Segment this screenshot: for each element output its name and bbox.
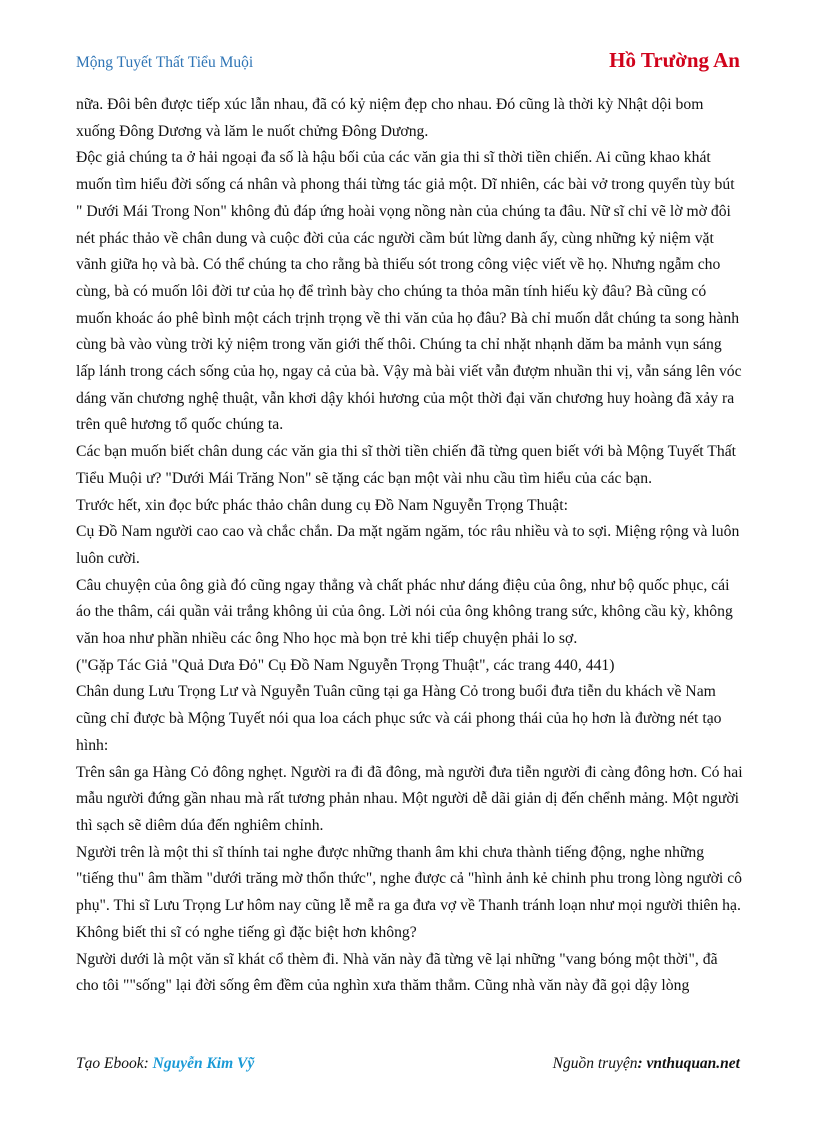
- source-credit: [553, 1055, 740, 1073]
- paragraph: Chân dung Lưu Trọng Lư và Nguyễn Tuân cũng tại ga Hàng Cỏ trong buổi đưa tiễn du khách về Nam cũng chỉ được bà Mộng Tuyết nói qua loa cách phục sức và cái phong thái của họ hơn là đường nét tạo hình:: [76, 683, 722, 754]
- ebook-credit: [76, 1055, 254, 1073]
- ebook-label: Tạo Ebook: [76, 1055, 144, 1072]
- book-author: Hồ Trường An: [609, 48, 740, 72]
- paragraph: nữa. Đôi bên được tiếp xúc lẫn nhau, đã có kỷ niệm đẹp cho nhau. Đó cũng là thời kỳ Nhật dội bom xuống Đông Dương và lăm le nuốt chửng Đông Dương.: [76, 96, 704, 140]
- book-title: Mộng Tuyết Thất Tiểu Muội: [76, 54, 254, 71]
- paragraph: Trước hết, xin đọc bức phác thảo chân dung cụ Đồ Nam Nguyễn Trọng Thuật:: [76, 496, 568, 514]
- ebook-separator: :: [143, 1055, 153, 1072]
- paragraph: Cụ Đồ Nam người cao cao và chắc chắn. Da mặt ngăm ngăm, tóc râu nhiều và to sợi. Miệng rộng và luôn luôn cười.: [76, 523, 740, 567]
- paragraph: Trên sân ga Hàng Cỏ đông nghẹt. Người ra đi đã đông, mà người đưa tiễn người đi càng đông hơn. Có hai mẫu người đứng gần nhau mà rất tương phản nhau. Một người dễ dãi giản dị đến chểnh mảng. Một người thì sạch sẽ diêm dúa đến nghiêm chỉnh.: [76, 763, 743, 834]
- source-label: Nguồn truyện: [552, 1055, 638, 1072]
- page-header: [76, 48, 740, 76]
- paragraph: Câu chuyện của ông già đó cũng ngay thẳng và chất phác như dáng điệu của ông, như bộ quốc phục, cái áo the thâm, cái quần vải trắng không ủi của ông. Lời nói của ông không trang sức, không cầu kỳ, không văn hoa như phần nhiều các ông Nho học mà bọn trẻ khi tiếp chuyện phải lo sợ.: [76, 576, 733, 648]
- page-footer: [76, 1055, 740, 1077]
- body-text: [76, 92, 744, 1000]
- citation: ("Gặp Tác Giả "Quả Dưa Đỏ" Cụ Đồ Nam Nguyễn Trọng Thuật", các trang 440, 441): [76, 656, 615, 674]
- source-separator: :: [637, 1055, 647, 1072]
- paragraph: Các bạn muốn biết chân dung các văn gia thi sĩ thời tiền chiến đã từng quen biết với bà Mộng Tuyết Thất Tiểu Muội ư? "Dưới Mái Trăng Non" sẽ tặng các bạn một vài nhu cầu tìm hiểu của các bạn.: [76, 443, 737, 487]
- source-site[interactable]: vnthuquan.net: [646, 1055, 740, 1072]
- paragraph: Người trên là một thi sĩ thính tai nghe được những thanh âm khi chưa thành tiếng động, nghe những "tiếng thu" âm thầm "dưới trăng mờ thổn thức", nghe được cả "hình ảnh kẻ chinh phu trong lòng người cô phụ". Thi sĩ Lưu Trọng Lư hôm nay cũng lễ mễ ra ga đưa vợ về Thanh tránh loạn như mọi người thiên hạ. Không biết thi sĩ có nghe tiếng gì đặc biệt hơn không?: [76, 843, 743, 941]
- paragraph: Độc giả chúng ta ở hải ngoại đa số là hậu bối của các văn gia thi sĩ thời tiền chiến. Ai cũng khao khát muốn tìm hiểu đời sống cá nhân và phong thái từng tác giả một. Dĩ nhiên, các bài vở trong quyển tùy bút " Dưới Mái Trong Non" không đủ đáp ứng hoài vọng nồng nàn của chúng ta đâu. Nữ sĩ chỉ vẽ lờ mờ đôi nét phác thảo về chân dung và cuộc đời của các người cầm bút lừng danh ấy, cùng những kỷ niệm vặt vãnh giữa họ và bà. Có thể chúng ta cho rằng bà thiếu sót trong công việc viết về họ. Nhưng ngẫm cho cùng, bà có muốn lôi đời tư của họ để trình bày cho chúng ta thỏa mãn tính hiếu kỳ đâu? Bà cũng có muốn khoác áo phê bình một cách trịnh trọng về thi văn của họ đâu? Bà chỉ muốn dắt chúng ta song hành cùng bà vào vùng trời kỷ niệm trong văn giới thế thôi. Chúng ta chỉ nhặt nhạnh dăm ba mảnh vụn sáng lấp lánh trong cách sống của họ, ngay cả của bà. Vậy mà bài viết vẫn đượm nhuần thi vị, vẫn sáng lên vóc dáng văn chương nghệ thuật, vẫn khơi dậy khói hương của một thời đại văn chương huy hoàng đã xảy ra trên quê hương tổ quốc chúng ta.: [76, 149, 742, 434]
- paragraph: Người dưới là một văn sĩ khát cổ thèm đi. Nhà văn này đã từng vẽ lại những "vang bóng một thời", đã cho tôi ""sống" lại đời sống êm đềm của nghìn xưa thăm thẳm. Cũng nhà văn này đã gọi dậy lòng: [76, 950, 718, 995]
- ebook-creator: Nguyễn Kim Vỹ: [152, 1055, 255, 1072]
